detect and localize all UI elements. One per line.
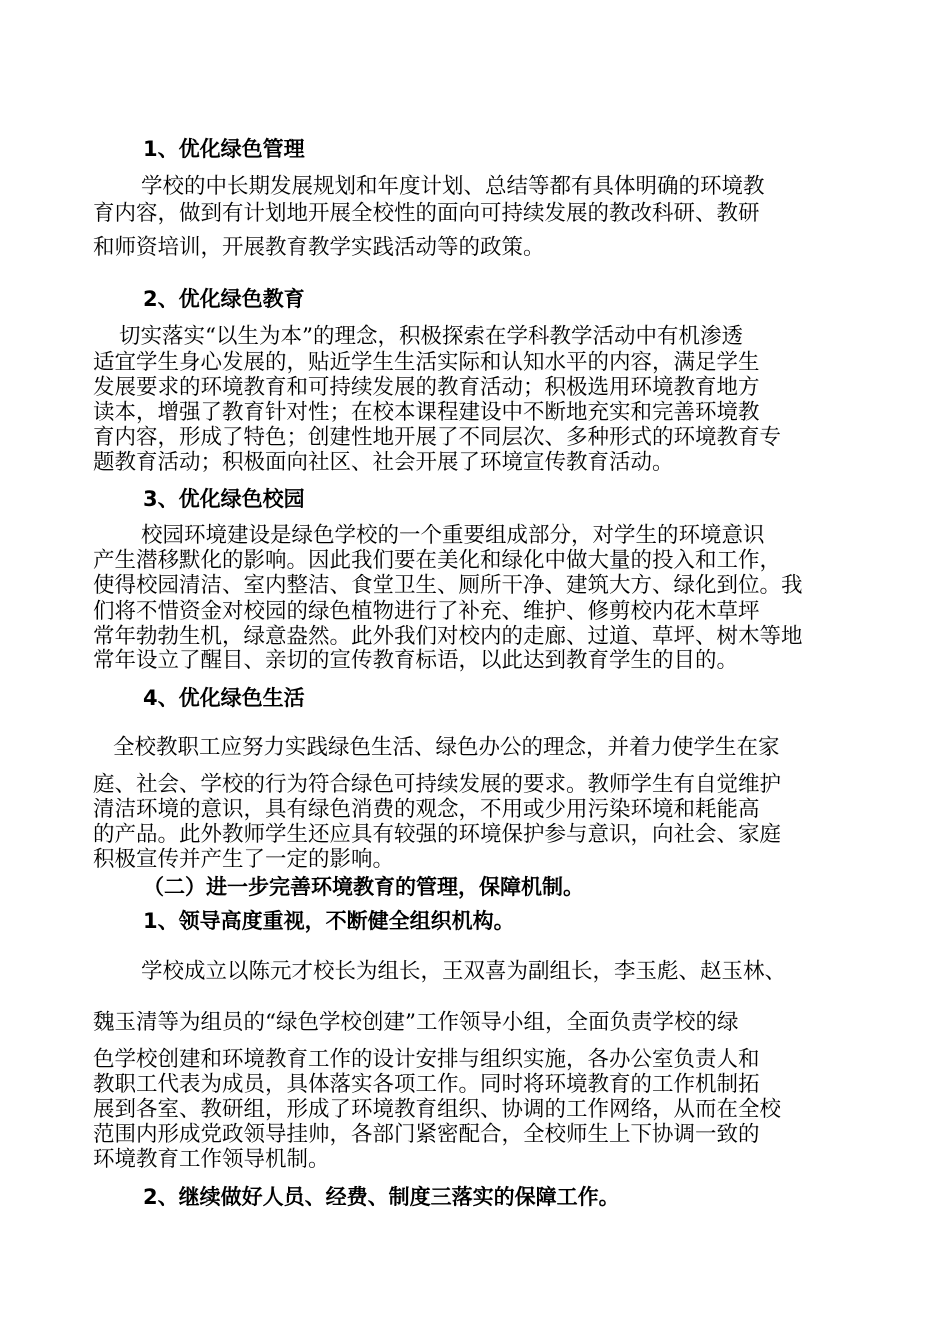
- paragraph-line: 切实落实“以生为本”的理念，积极探索在学科教学活动中有机渗透: [119, 324, 743, 349]
- paragraph-line: 积极宣传并产生了一定的影响。: [93, 847, 395, 872]
- paragraph-line: 魏玉清等为组员的“绿色学校创建”工作领导小组，全面负责学校的绿: [93, 1010, 739, 1035]
- paragraph-line: 学校的中长期发展规划和年度计划、总结等都有具体明确的环境教: [141, 174, 765, 199]
- paragraph-line: 育内容，做到有计划地开展全校性的面向可持续发展的教改科研、教研: [93, 201, 760, 226]
- paragraph-line: 展到各室、教研组，形成了环境教育组织、协调的工作网络，从而在全校: [93, 1097, 782, 1122]
- section-heading: 4、优化绿色生活: [143, 686, 305, 710]
- paragraph-line: 庭、社会、学校的行为符合绿色可持续发展的要求。教师学生有自觉维护: [93, 772, 782, 797]
- paragraph-line: 校园环境建设是绿色学校的一个重要组成部分，对学生的环境意识: [141, 523, 765, 548]
- paragraph-line: 常年勃勃生机，绿意盎然。此外我们对校内的走廊、过道、草坪、树木等地: [93, 624, 803, 649]
- paragraph-line: 和师资培训，开展教育教学实践活动等的政策。: [93, 235, 545, 260]
- paragraph-line: 范围内形成党政领导挂帅，各部门紧密配合，全校师生上下协调一致的: [93, 1122, 760, 1147]
- section-heading: 1、领导高度重视，不断健全组织机构。: [143, 909, 515, 933]
- paragraph-line: 教职工代表为成员，具体落实各项工作。同时将环境教育的工作机制拓: [93, 1072, 760, 1097]
- section-heading: 1、优化绿色管理: [143, 137, 305, 161]
- paragraph-line: 的产品。此外教师学生还应具有较强的环境保护参与意识，向社会、家庭: [93, 822, 782, 847]
- paragraph-line: 产生潜移默化的影响。因此我们要在美化和绿化中做大量的投入和工作，: [93, 548, 782, 573]
- paragraph-line: 清洁环境的意识，具有绿色消费的观念，不用或少用污染环境和耗能高: [93, 797, 760, 822]
- paragraph-line: 常年设立了醒目、亲切的宣传教育标语，以此达到教育学生的目的。: [93, 648, 739, 673]
- paragraph-line: 学校成立以陈元才校长为组长，王双喜为副组长，李玉彪、赵玉林、: [141, 959, 787, 984]
- paragraph-line: 使得校园清洁、室内整洁、食堂卫生、厕所干净、建筑大方、绿化到位。我: [93, 573, 803, 598]
- paragraph-line: 色学校创建和环境教育工作的设计安排与组织实施，各办公室负责人和: [93, 1047, 760, 1072]
- section-heading: 3、优化绿色校园: [143, 487, 305, 511]
- paragraph-line: 们将不惜资金对校园的绿色植物进行了补充、维护、修剪校内花木草坪: [93, 599, 760, 624]
- paragraph-line: 全校教职工应努力实践绿色生活、绿色办公的理念，并着力使学生在家: [113, 735, 780, 760]
- paragraph-line: 发展要求的环境教育和可持续发展的教育活动；积极选用环境教育地方: [93, 375, 760, 400]
- paragraph-line: 育内容，形成了特色；创建性地开展了不同层次、多种形式的环境教育专: [93, 425, 782, 450]
- paragraph-line: 适宜学生身心发展的，贴近学生生活实际和认知水平的内容，满足学生: [93, 350, 760, 375]
- section-heading: 2、优化绿色教育: [143, 287, 305, 311]
- paragraph-line: 环境教育工作领导机制。: [93, 1147, 330, 1172]
- paragraph-line: 题教育活动；积极面向社区、社会开展了环境宣传教育活动。: [93, 450, 674, 475]
- section-heading: 2、继续做好人员、经费、制度三落实的保障工作。: [143, 1185, 620, 1209]
- paragraph-line: 读本，增强了教育针对性；在校本课程建设中不断地充实和完善环境教: [93, 400, 760, 425]
- subsection-heading: （二）进一步完善环境教育的管理，保障机制。: [143, 875, 584, 899]
